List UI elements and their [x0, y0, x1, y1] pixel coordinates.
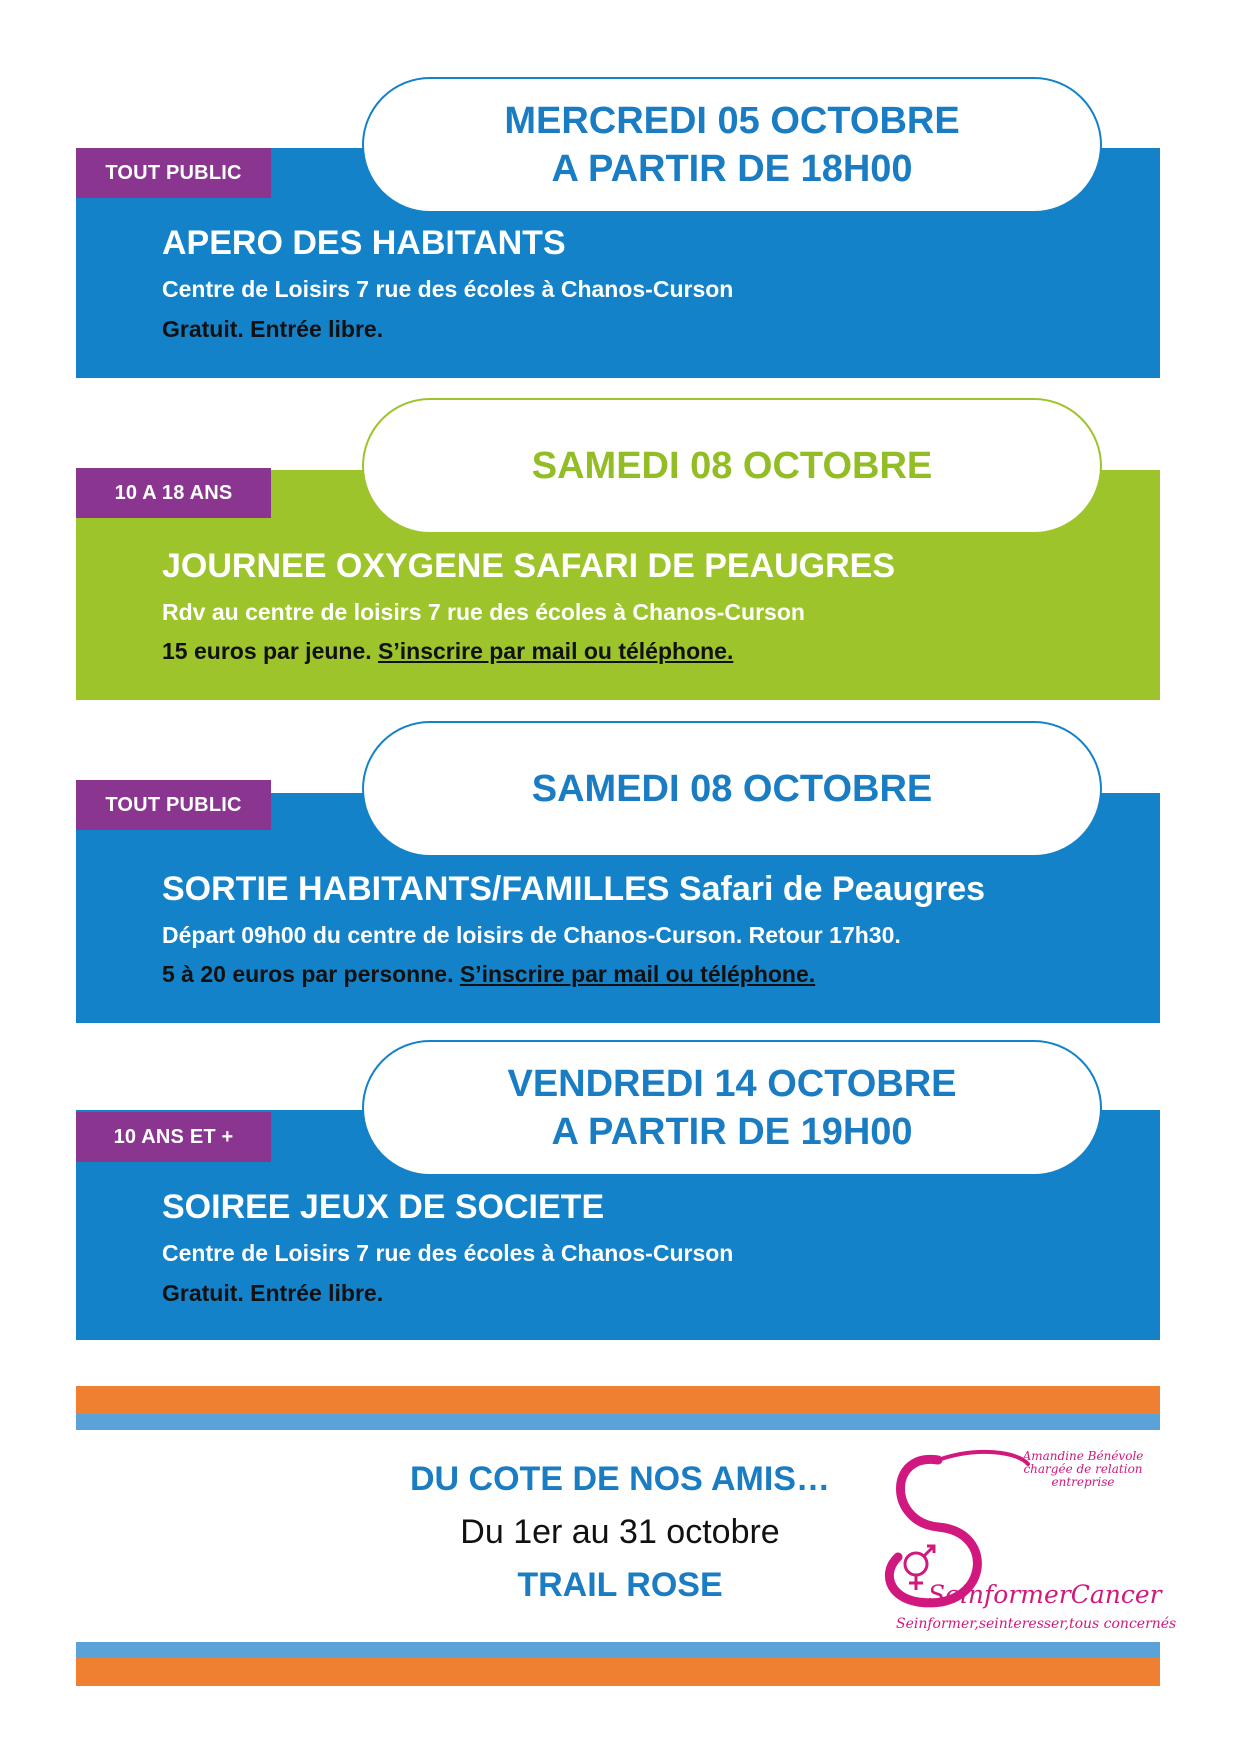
top-blue-stripe — [76, 1414, 1160, 1430]
event-title: SORTIE HABITANTS/FAMILLES Safari de Peaugres — [162, 870, 986, 908]
date-pill — [362, 721, 1102, 857]
friends-heading: DU COTE DE NOS AMIS… — [410, 1460, 830, 1498]
date-pill — [362, 398, 1102, 534]
event-location: Centre de Loisirs 7 rue des écoles à Chanos-Curson — [162, 276, 734, 302]
signup-link[interactable]: S’inscrire par mail ou téléphone. — [459, 961, 816, 987]
audience-tag: TOUT PUBLIC — [76, 148, 271, 198]
time-line: A PARTIR DE 18H00 — [551, 148, 913, 190]
friends-event-name: TRAIL ROSE — [517, 1566, 723, 1604]
event-price: 15 euros par jeune. — [162, 638, 372, 664]
event-price-line — [162, 961, 815, 988]
audience-tag: TOUT PUBLIC — [76, 780, 271, 830]
seinformercancer-logo — [868, 1432, 1177, 1644]
event-price: Gratuit. Entrée libre. — [162, 1280, 384, 1306]
event-location: Centre de Loisirs 7 rue des écoles à Chanos-Curson — [162, 1240, 734, 1266]
event-location: Départ 09h00 du centre de loisirs de Chanos-Curson. Retour 17h30. — [162, 922, 901, 948]
event-title: APERO DES HABITANTS — [162, 224, 566, 262]
date-pill — [362, 77, 1102, 213]
event-title: SOIREE JEUX DE SOCIETE — [162, 1188, 605, 1226]
date-line: SAMEDI 08 OCTOBRE — [531, 768, 933, 810]
bottom-orange-stripe — [76, 1658, 1160, 1686]
logo-slogan: Seinformer,seinteresser,tous concernés — [896, 1616, 1177, 1632]
bottom-blue-stripe — [76, 1642, 1160, 1658]
friends-date: Du 1er au 31 octobre — [460, 1513, 780, 1551]
event-price-line — [162, 638, 733, 665]
date-line: SAMEDI 08 OCTOBRE — [531, 445, 933, 487]
time-line: A PARTIR DE 19H00 — [551, 1111, 913, 1153]
event-price: 5 à 20 euros par personne. — [162, 961, 454, 987]
event-price: Gratuit. Entrée libre. — [162, 316, 384, 342]
signup-link[interactable]: S’inscrire par mail ou téléphone. — [378, 638, 734, 664]
event-title: JOURNEE OXYGENE SAFARI DE PEAUGRES — [162, 547, 896, 585]
logo-brand: SeinformerCancer — [928, 1580, 1162, 1609]
audience-tag: 10 ANS ET + — [76, 1112, 271, 1162]
friends-section — [380, 1460, 860, 1605]
logo-note: Amandine Bénévole chargée de relation entreprise — [1022, 1449, 1144, 1489]
audience-tag: 10 A 18 ANS — [76, 468, 271, 518]
top-orange-stripe — [76, 1386, 1160, 1414]
date-line: MERCREDI 05 OCTOBRE — [504, 100, 960, 142]
date-pill — [362, 1040, 1102, 1176]
event-location: Rdv au centre de loisirs 7 rue des écoles à Chanos-Curson — [162, 599, 805, 625]
date-line: VENDREDI 14 OCTOBRE — [507, 1063, 957, 1105]
